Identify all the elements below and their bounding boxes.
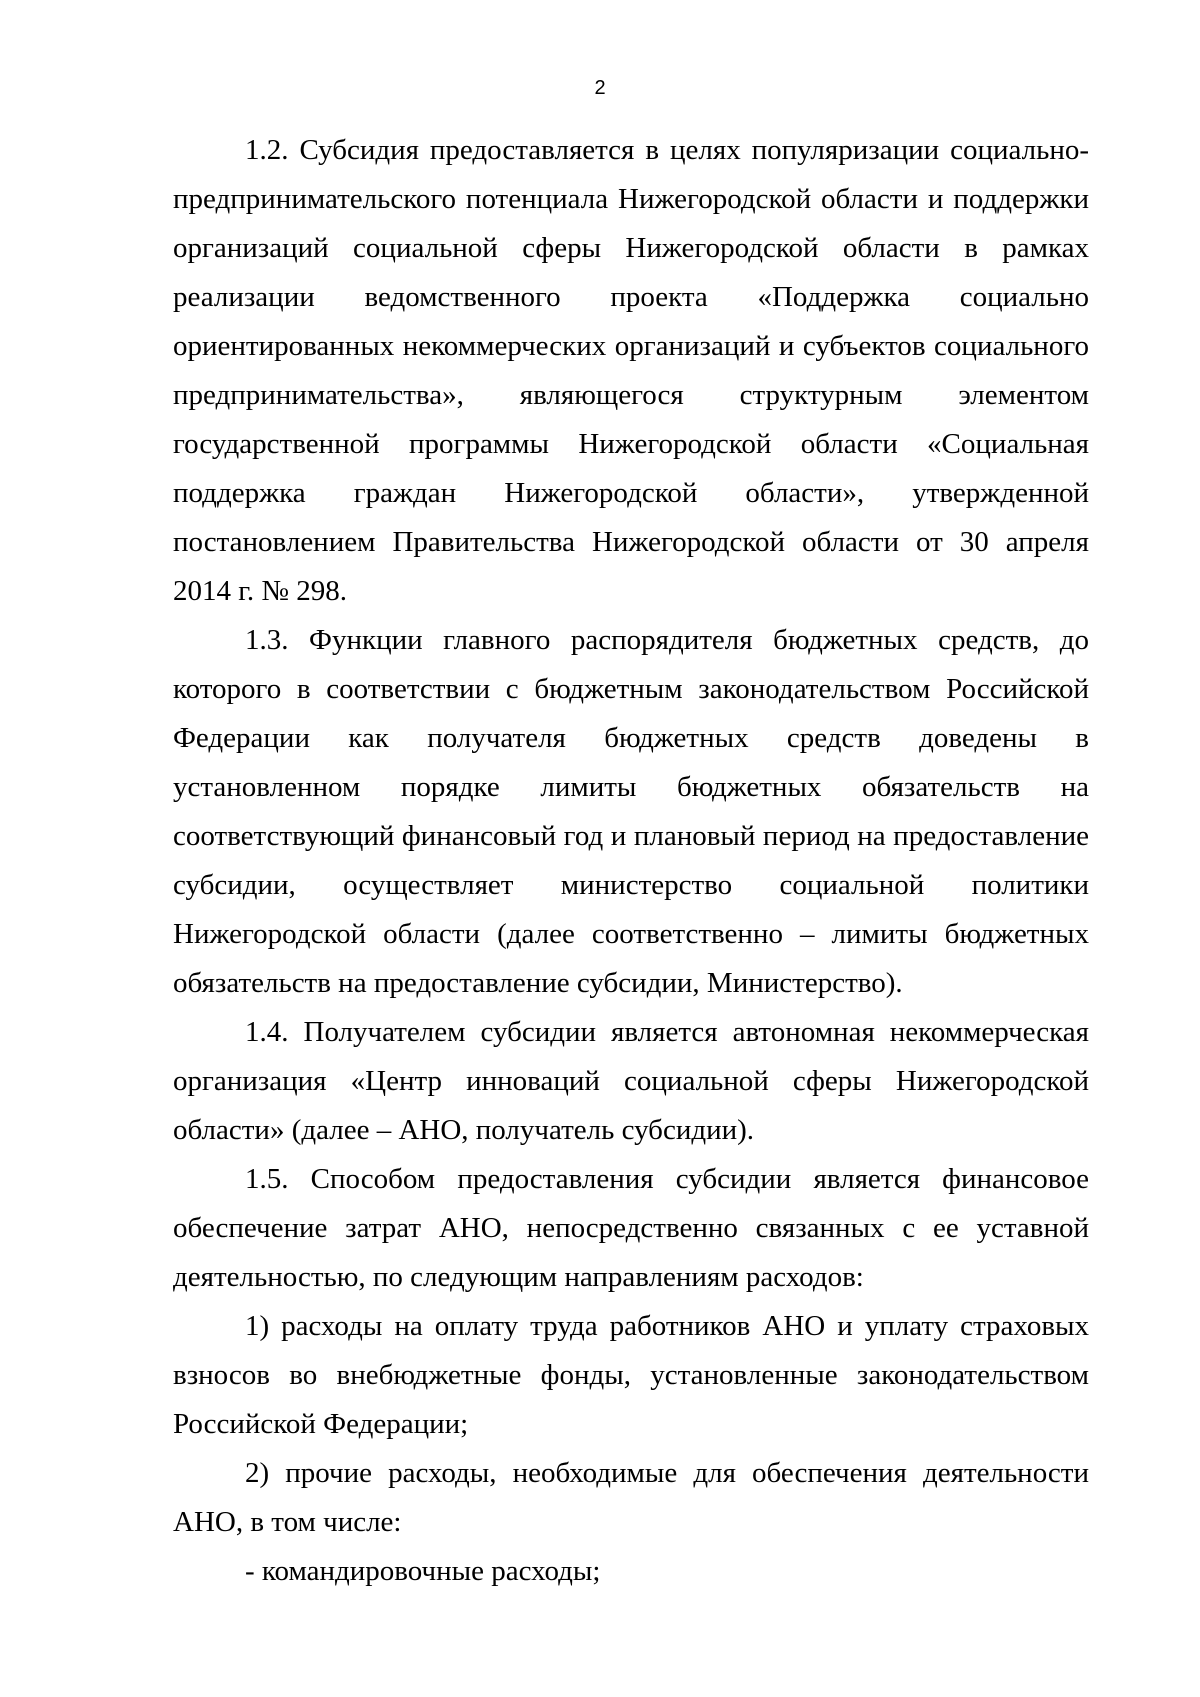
paragraph-1-4: 1.4. Получателем субсидии является автономная некоммерческая организация «Центр инноваций социальной сферы Нижегородской области» (далее – АНО, получатель субсидии). — [173, 1016, 1089, 1146]
sub-list-item-travel-expenses: - командировочные расходы; — [245, 1555, 601, 1587]
list-item-2: 2) прочие расходы, необходимые для обеспечения деятельности АНО, в том числе: — [173, 1457, 1089, 1538]
paragraph-1-5: 1.5. Способом предоставления субсидии является финансовое обеспечение затрат АНО, непосредственно связанных с ее уставной деятельностью, по следующим направлениям расходов: — [173, 1163, 1089, 1293]
paragraph-1-3: 1.3. Функции главного распорядителя бюджетных средств, до которого в соответствии с бюджетным законодательством Российской Федерации как получателя бюджетных средств доведены в установленном порядке лимиты бюджетных обязательств на соответствующий финансовый год и плановый период на предоставление субсидии, осуществляет министерство социальной политики Нижегородской области (далее соответственно – лимиты бюджетных обязательств на предоставление субсидии, Министерство). — [173, 624, 1089, 999]
paragraph-1-2: 1.2. Субсидия предоставляется в целях популяризации социально-предпринимательского потенциала Нижегородской области и поддержки организаций социальной сферы Нижегородской области в рамках реализации ведомственного проекта «Поддержка социально ориентированных некоммерческих организаций и субъектов социального предпринимательства», являющегося структурным элементом государственной программы Нижегородской области «Социальная поддержка граждан Нижегородской области», утвержденной постановлением Правительства Нижегородской области от 30 апреля 2014 г. № 298. — [173, 134, 1089, 607]
list-item-1: 1) расходы на оплату труда работников АНО и уплату страховых взносов во внебюджетные фонды, установленные законодательством Российской Федерации; — [173, 1310, 1089, 1440]
document-body — [173, 126, 1089, 1596]
page-number: 2 — [594, 77, 606, 99]
